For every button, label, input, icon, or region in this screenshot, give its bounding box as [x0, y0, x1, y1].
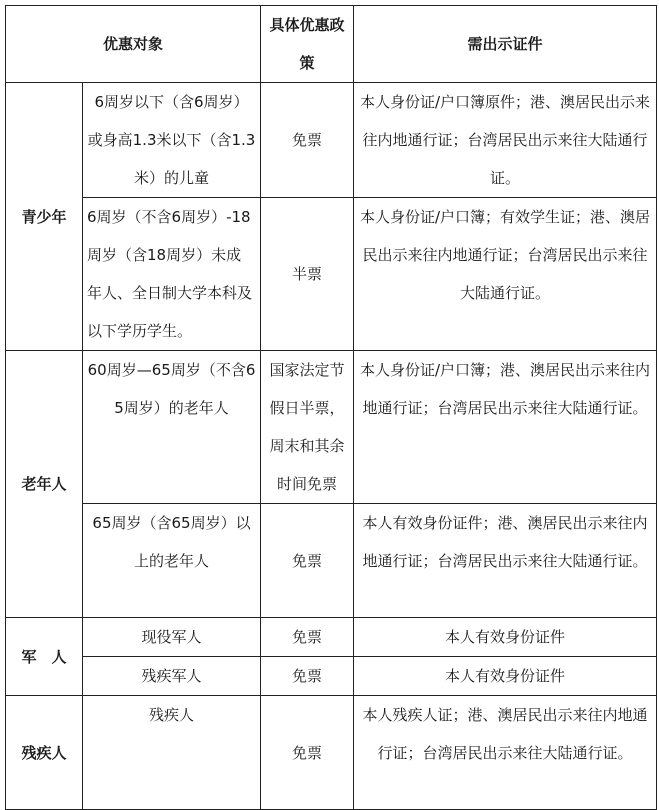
- target-cell: 60周岁—65周岁（不含65周岁）的老年人: [83, 351, 261, 504]
- policy-cell: 国家法定节假日半票，周末和其余时间免票: [261, 351, 354, 504]
- target-cell: 现役军人: [83, 618, 261, 657]
- table-row: [6, 351, 657, 504]
- policy-cell: 免票: [261, 504, 354, 618]
- docs-cell: 本人身份证/户口簿；有效学生证；港、澳居民出示来往内地通行证；台湾居民出示来往大陆通行证。: [354, 198, 657, 351]
- table-row: [6, 504, 657, 618]
- group-disabled: 残疾人: [6, 696, 83, 810]
- policy-cell: 免票: [261, 618, 354, 657]
- docs-cell: 本人残疾人证；港、澳居民出示来往内地通行证；台湾居民出示来往大陆通行证。: [354, 696, 657, 810]
- header-docs: 需出示证件: [354, 6, 657, 83]
- table-row: [6, 198, 657, 351]
- docs-cell: 本人有效身份证件: [354, 618, 657, 657]
- group-military: 军 人: [6, 618, 83, 696]
- group-elderly: 老年人: [6, 351, 83, 618]
- target-cell: 残疾军人: [83, 657, 261, 696]
- discount-policy-table: [5, 5, 657, 810]
- header-target: 优惠对象: [6, 6, 261, 83]
- target-cell: 6周岁（不含6周岁）-18周岁（含18周岁）未成年人、全日制大学本科及以下学历学生。: [83, 198, 261, 351]
- docs-cell: 本人有效身份证件: [354, 657, 657, 696]
- table-row: [6, 618, 657, 657]
- table-row: [6, 696, 657, 810]
- docs-cell: 本人有效身份证件；港、澳居民出示来往内地通行证；台湾居民出示来往大陆通行证。: [354, 504, 657, 618]
- policy-cell: 半票: [261, 198, 354, 351]
- target-cell: 6周岁以下（含6周岁）或身高1.3米以下（含1.3米）的儿童: [83, 83, 261, 198]
- header-policy: 具体优惠政策: [261, 6, 354, 83]
- group-youth: 青少年: [6, 83, 83, 351]
- target-cell: 残疾人: [83, 696, 261, 810]
- target-cell: 65周岁（含65周岁）以上的老年人: [83, 504, 261, 618]
- table-row: [6, 657, 657, 696]
- table-header-row: [6, 6, 657, 83]
- docs-cell: 本人身份证/户口簿；港、澳居民出示来往内地通行证；台湾居民出示来往大陆通行证。: [354, 351, 657, 504]
- policy-cell: 免票: [261, 696, 354, 810]
- policy-cell: 免票: [261, 83, 354, 198]
- table-row: [6, 83, 657, 198]
- docs-cell: 本人身份证/户口簿原件；港、澳居民出示来往内地通行证；台湾居民出示来往大陆通行证。: [354, 83, 657, 198]
- policy-cell: 免票: [261, 657, 354, 696]
